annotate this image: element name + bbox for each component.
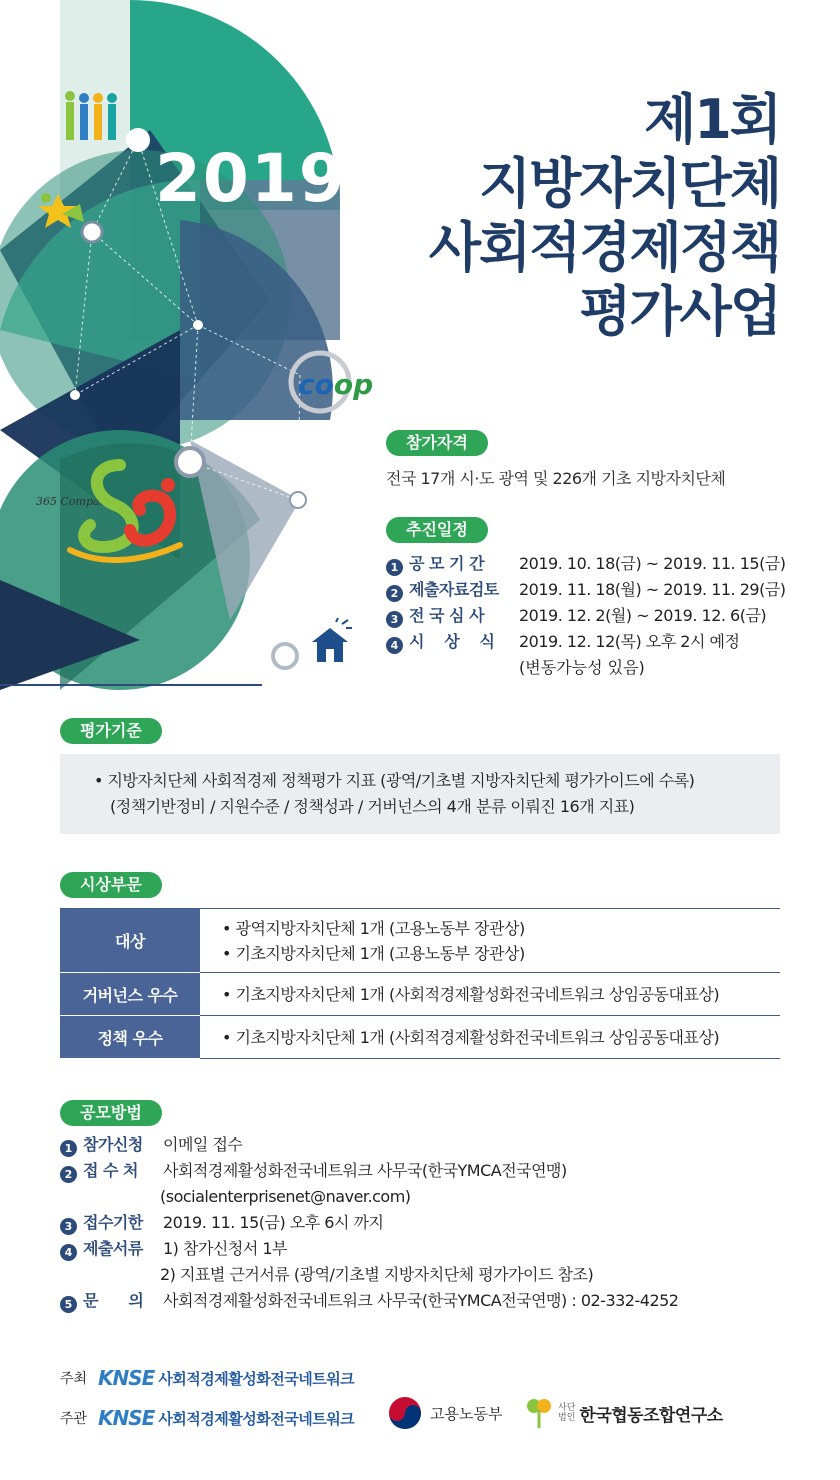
apply-section xyxy=(60,1100,780,1314)
organizer-label: 주관 xyxy=(60,1411,88,1427)
number-badge: 4 xyxy=(60,1244,77,1261)
knse-logo xyxy=(98,1406,354,1430)
apply-item xyxy=(60,1288,780,1314)
schedule-item-label: 공 모 기 간 xyxy=(409,554,485,573)
email-address: (socialenterprisenet@naver.com) xyxy=(160,1187,411,1206)
kcoop-type xyxy=(558,1403,575,1423)
schedule-item xyxy=(386,629,806,655)
network-node xyxy=(70,390,80,400)
info-panel xyxy=(386,430,806,678)
network-node xyxy=(290,492,306,508)
eligibility-label: 참가자격 xyxy=(386,430,488,456)
schedule-item-label: 제출자료검토 xyxy=(409,580,499,599)
knse-name: 사회적경제활성화전국네트워크 xyxy=(158,1409,355,1428)
award-description xyxy=(200,1016,780,1059)
network-node xyxy=(273,644,297,668)
number-badge: 3 xyxy=(60,1218,77,1235)
apply-item-value: 사회적경제활성화전국네트워크 사무국(한국YMCA전국연맹) : 02-332-4252 xyxy=(163,1291,679,1310)
schedule-item-label: 전 국 심 사 xyxy=(409,606,485,625)
schedule-note: (변동가능성 있음) xyxy=(519,658,645,677)
number-badge: 1 xyxy=(60,1140,77,1157)
award-description xyxy=(200,909,780,973)
coop-logo xyxy=(288,350,380,414)
apply-item xyxy=(60,1236,780,1262)
criteria-label: 평가기준 xyxy=(60,718,162,744)
apply-label: 공모방법 xyxy=(60,1100,162,1126)
table-row xyxy=(60,1016,780,1059)
apply-item-value: 1) 참가신청서 1부 xyxy=(163,1239,288,1258)
network-node xyxy=(82,222,102,242)
host-label: 주최 xyxy=(60,1371,88,1387)
network-node xyxy=(126,128,150,152)
criteria-line: • 지방자치단체 사회적경제 정책평가 지표 (광역/기초별 지방자치단체 평가가이드에 수록) xyxy=(94,771,695,790)
apply-list xyxy=(60,1132,780,1314)
awards-table xyxy=(60,908,780,1059)
kcoop-small-line: 법인 xyxy=(558,1413,576,1423)
schedule-item-value: 2019. 11. 18(월) ~ 2019. 11. 29(금) xyxy=(519,580,786,599)
number-badge: 1 xyxy=(386,559,403,576)
organizer-row xyxy=(60,1406,354,1430)
table-row xyxy=(60,909,780,973)
number-badge: 4 xyxy=(386,637,403,654)
kcoop-small-line: 사단 xyxy=(558,1403,576,1413)
award-category: 정책 우수 xyxy=(60,1016,200,1059)
schedule-item xyxy=(386,577,806,603)
award-line: • 기초지방자치단체 1개 (고용노동부 장관상) xyxy=(222,943,525,963)
apply-item xyxy=(60,1210,780,1236)
apply-item-label: 문 의 xyxy=(83,1291,144,1310)
award-description xyxy=(200,973,780,1016)
number-badge: 5 xyxy=(60,1296,77,1313)
apply-item-label: 접 수 처 xyxy=(83,1161,139,1180)
award-line: • 광역지방자치단체 1개 (고용노동부 장관상) xyxy=(222,918,525,938)
apply-item-label: 접수기한 xyxy=(83,1213,143,1232)
apply-item xyxy=(60,1158,780,1184)
criteria-section xyxy=(60,718,780,834)
divider xyxy=(0,684,262,686)
se-365-company-logo xyxy=(30,455,190,575)
eligibility-text: 전국 17개 시·도 광역 및 226개 기초 지방자치단체 xyxy=(386,469,726,488)
moel-name: 고용노동부 xyxy=(430,1404,503,1423)
award-line: • 기초지방자치단체 1개 (사회적경제활성화전국네트워크 상임공동대표상) xyxy=(222,984,720,1004)
knse-logo xyxy=(98,1366,354,1390)
award-category: 거버넌스 우수 xyxy=(60,973,200,1016)
criteria-box xyxy=(60,754,780,834)
year-heading: 2019 xyxy=(155,140,347,217)
apply-item-label: 제출서류 xyxy=(83,1239,143,1258)
apply-item-value: 2019. 11. 15(금) 오후 6시 까지 xyxy=(163,1213,384,1232)
title-line: 지방자치단체 xyxy=(479,152,780,215)
kcoop-name: 한국협동조합연구소 xyxy=(579,1405,723,1426)
apply-item xyxy=(60,1132,780,1158)
schedule-item-value: 2019. 10. 18(금) ~ 2019. 11. 15(금) xyxy=(519,554,786,573)
schedule-item-value: 2019. 12. 12(목) 오후 2시 예정 xyxy=(519,632,740,651)
schedule-item xyxy=(386,551,806,577)
coop-logo-text-b: op xyxy=(333,368,374,401)
schedule-item xyxy=(386,603,806,629)
apply-item-value: 사회적경제활성화전국네트워크 사무국(한국YMCA전국연맹) xyxy=(163,1161,567,1180)
documents-line: 2) 지표별 근거서류 (광역/기초별 지방자치단체 평가가이드 참조) xyxy=(160,1265,594,1284)
schedule-item-value: 2019. 12. 2(월) ~ 2019. 12. 6(금) xyxy=(519,606,767,625)
knse-mark: KNSE xyxy=(98,1406,155,1430)
coop-logo-text-a: co xyxy=(298,368,334,401)
award-line: • 기초지방자치단체 1개 (사회적경제활성화전국네트워크 상임공동대표상) xyxy=(222,1027,720,1047)
house-icon xyxy=(308,618,354,664)
moel-logo xyxy=(388,1396,502,1430)
schedule-label: 추진일정 xyxy=(386,517,488,543)
hero-artwork xyxy=(0,0,400,690)
taegeuk-icon xyxy=(388,1396,422,1430)
award-category: 대상 xyxy=(60,909,200,973)
page-title xyxy=(429,88,780,344)
table-row xyxy=(60,973,780,1016)
number-badge: 2 xyxy=(60,1166,77,1183)
kcoop-logo xyxy=(524,1396,723,1430)
apply-item-label: 참가신청 xyxy=(83,1135,143,1154)
company-logo-text: 365 Company xyxy=(36,495,113,508)
schedule-item-label: 시 상 식 xyxy=(409,632,495,651)
number-badge: 2 xyxy=(386,585,403,602)
hero xyxy=(0,0,840,690)
number-badge: 3 xyxy=(386,611,403,628)
awards-label: 시상부문 xyxy=(60,872,162,898)
awards-section xyxy=(60,872,780,1059)
apply-item-value: 이메일 접수 xyxy=(163,1135,243,1154)
title-line: 평가사업 xyxy=(579,280,780,343)
knse-mark: KNSE xyxy=(98,1366,155,1390)
host-row xyxy=(60,1366,354,1390)
network-node xyxy=(193,320,203,330)
kcoop-icon xyxy=(524,1396,554,1430)
criteria-line: (정책기반정비 / 지원수준 / 정책성과 / 거버넌스의 4개 분류 이뤄진 16개 지표) xyxy=(110,797,635,816)
title-line: 제1회 xyxy=(644,88,780,151)
knse-name: 사회적경제활성화전국네트워크 xyxy=(158,1369,355,1388)
schedule-list xyxy=(386,551,806,678)
title-line: 사회적경제정책 xyxy=(428,216,780,279)
